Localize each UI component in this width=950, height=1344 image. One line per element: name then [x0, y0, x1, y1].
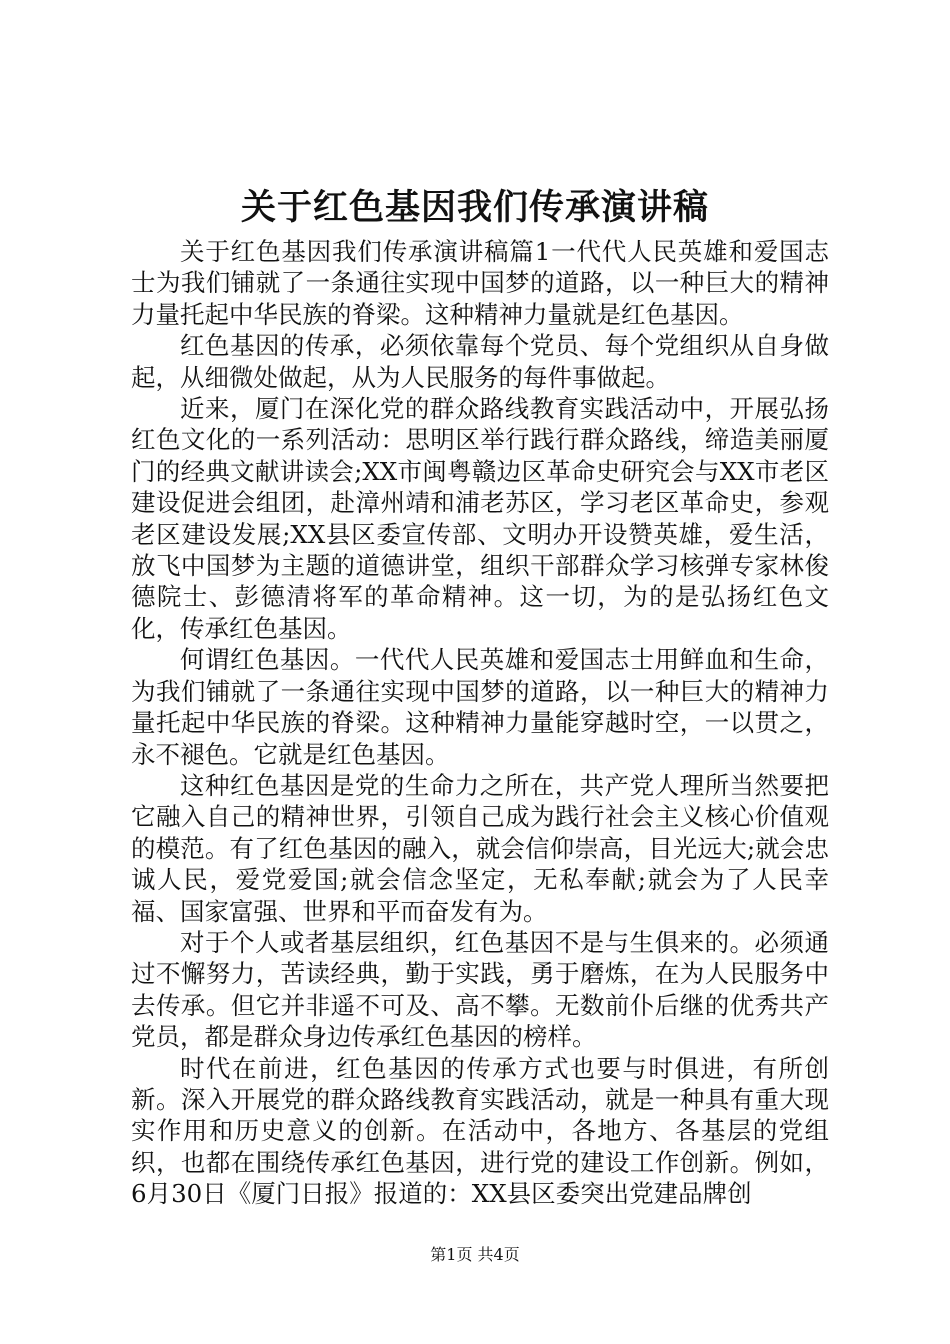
paragraph-4: 何谓红色基因。一代代人民英雄和爱国志士用鲜血和生命，为我们铺就了一条通往实现中国梦的道路，以一种巨大的精神力量托起中华民族的脊梁。这种精神力量能穿越时空，一以贯之，永不褪色。它就是红色基因。: [131, 645, 829, 769]
paragraph-7: 时代在前进，红色基因的传承方式也要与时俱进，有所创新。深入开展党的群众路线教育实践活动，就是一种具有重大现实作用和历史意义的创新。在活动中，各地方、各基层的党组织，也都在围绕传承红色基因，进行党的建设工作创新。例如，6月30日《厦门日报》报道的：XX县区委突出党建品牌创: [131, 1053, 829, 1209]
document-title: 关于红色基因我们传承演讲稿: [240, 187, 709, 228]
paragraph-2: 红色基因的传承，必须依靠每个党员、每个党组织从自身做起，从细微处做起，从为人民服务的每件事做起。: [131, 331, 829, 392]
paragraph-3: 近来，厦门在深化党的群众路线教育实践活动中，开展弘扬红色文化的一系列活动：思明区举行践行群众路线，缔造美丽厦门的经典文献讲读会;XX市闽粤赣边区革命史研究会与XX市老区建设促进会组团，赴漳州靖和浦老苏区，学习老区革命史，参观老区建设发展;XX县区委宣传部、文明办开设赞英雄，爱生活，放飞中国梦为主题的道德讲堂，组织干部群众学习核弹专家林俊德院士、彭德清将军的革命精神。这一切，为的是弘扬红色文化，传承红色基因。: [131, 394, 829, 643]
page-number-footer: 第1页 共4页: [430, 1245, 520, 1264]
paragraph-1: 关于红色基因我们传承演讲稿篇1一代代人民英雄和爱国志士为我们铺就了一条通往实现中国梦的道路，以一种巨大的精神力量托起中华民族的脊梁。这种精神力量就是红色基因。: [131, 237, 829, 329]
document-body: [131, 236, 829, 1210]
paragraph-5: 这种红色基因是党的生命力之所在，共产党人理所当然要把它融入自己的精神世界，引领自己成为践行社会主义核心价值观的模范。有了红色基因的融入，就会信仰崇高，目光远大;就会忠诚人民，爱党爱国;就会信念坚定，无私奉献;就会为了人民幸福、国家富强、世界和平而奋发有为。: [131, 770, 829, 926]
paragraph-6: 对于个人或者基层组织，红色基因不是与生俱来的。必须通过不懈努力，苦读经典，勤于实践，勇于磨炼，在为人民服务中去传承。但它并非遥不可及、高不攀。无数前仆后继的优秀共产党员，都是群众身边传承红色基因的榜样。: [131, 927, 829, 1052]
